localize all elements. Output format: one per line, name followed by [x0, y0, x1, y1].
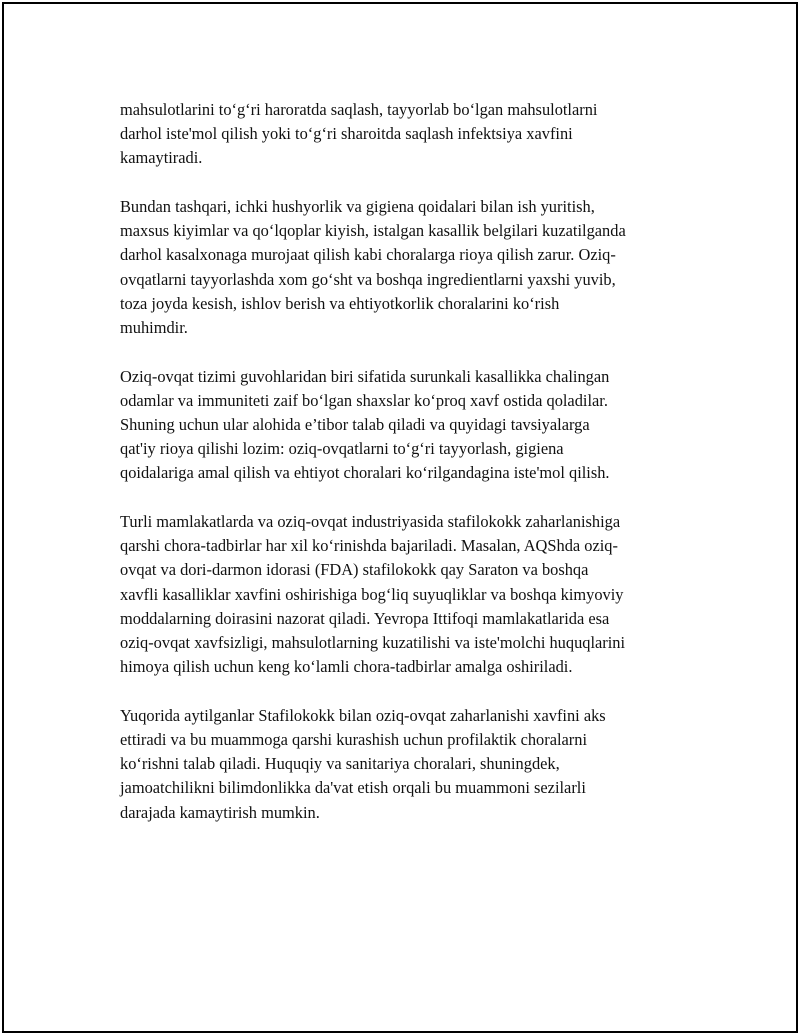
page-frame: [2, 2, 798, 1033]
paragraph-5: Yuqorida aytilganlar Stafilokokk bilan oziq-ovqat zaharlanishi xavfini aks ettiradi va bu muammoga qarshi kurashish uchun profilaktik choralarni ko‘rishni talab qiladi. Huquqiy va sanitariya choralari, shuningdek, jamoatchilikni bilimdonlikka da'vat etish orqali bu muammoni sezilarli darajada kamaytirish mumkin.: [120, 705, 606, 822]
paragraph-2: Bundan tashqari, ichki hushyorlik va gigiena qoidalari bilan ish yuritish, maxsus kiyimlar va qo‘lqoplar kiyish, istalgan kasallik belgilari kuzatilganda darhol kasalxonaga murojaat qilish kabi choralarga rioya qilish zarur. Oziq- ovqatlarni tayyorlashda xom go‘sht va boshqa ingredientlarni yaxshi yuvib, toza joyda kesish, ishlov berish va ehtiyotkorlik choralarini ko‘rish muhimdir.: [120, 197, 626, 338]
paragraph-3: Oziq-ovqat tizimi guvohlaridan biri sifatida surunkali kasallikka chalingan odamlar va immuniteti zaif bo‘lgan shaxslar ko‘proq xavf ostida qoladilar. Shuning uchun ular alohida e’tibor talab qiladi va quyidagi tavsiyalarga qat'iy rioya qilishi lozim: oziq-ovqatlarni to‘g‘ri tayyorlash, gigiena qoidalariga amal qilish va ehtiyot choralari ko‘rilgandagina iste'mol qilish.: [120, 366, 610, 483]
paragraph-4: Turli mamlakatlarda va oziq-ovqat industriyasida stafilokokk zaharlanishiga qarshi chora-tadbirlar har xil ko‘rinishda bajariladi. Masalan, AQShda oziq- ovqat va dori-darmon idorasi (FDA) stafilokokk qay Saraton va boshqa xavfli kasalliklar xavfini oshirishiga bog‘liq suyuqliklar va boshqa kimyoviy moddalarning doirasini nazorat qiladi. Yevropa Ittifoqi mamlakatlarida esa oziq-ovqat xavfsizligi, mahsulotlarning kuzatilishi va iste'molchi huquqlarini himoya qilish uchun keng ko‘lamli chora-tadbirlar amalga oshiriladi.: [120, 512, 626, 677]
paragraph-1: mahsulotlarini to‘g‘ri haroratda saqlash, tayyorlab bo‘lgan mahsulotlarni darhol iste'mol qilish yoki to‘g‘ri sharoitda saqlash infektsiya xavfini kamaytiradi.: [120, 100, 598, 168]
document-body: [120, 98, 695, 849]
